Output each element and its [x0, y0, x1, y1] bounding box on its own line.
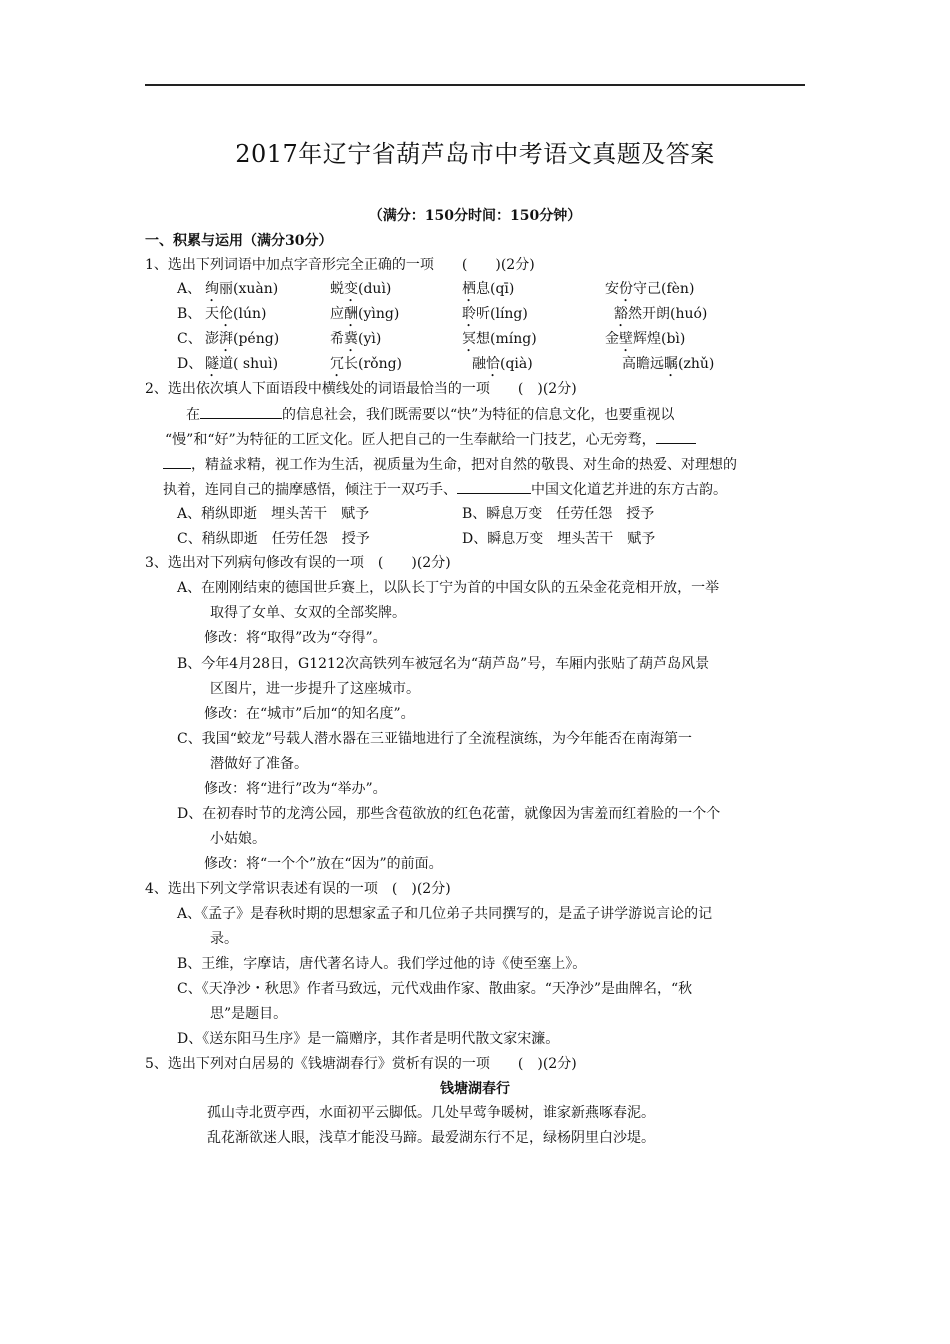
- poem-line-2: 乱花渐欲迷人眼，浅草才能没马蹄。最爱湖东行不足，绿杨阴里白沙堤。: [207, 1130, 655, 1146]
- section-heading: 一、积累与运用（满分30分）: [145, 233, 333, 249]
- fill-blank: [163, 454, 191, 469]
- revision-b: 修改：在“城市”后加“的知名度”。: [204, 706, 415, 722]
- question-2-stem: 2、选出依次填人下面语段中横线处的词语最恰当的一项 ( )(2分): [145, 381, 577, 397]
- word-item: 聆听(líng): [462, 306, 528, 322]
- option-d-continued: 小姑娘。: [210, 831, 266, 847]
- option-d: D、瞬息万变 埋头苦干 赋予: [462, 531, 656, 547]
- option-label: D、: [177, 356, 203, 372]
- option-label: A、: [177, 281, 202, 297]
- fill-blank: [200, 404, 282, 419]
- passage-line: 在 的信息社会，我们既需要以“快”为特征的信息文化，也要重视以: [186, 404, 674, 424]
- word-item: 冗长(rǒng): [330, 356, 403, 372]
- word-item: 绚丽(xuàn): [205, 281, 279, 297]
- option-c: C、我国“蛟龙”号载人潜水器在三亚锚地进行了全流程演练，为今年能否在南海第一: [177, 731, 693, 747]
- option-b-continued: 区图片，进一步提升了这座城市。: [210, 681, 420, 697]
- word-item: 高瞻远瞩(zhǔ): [622, 356, 715, 372]
- word-item: 应酬(yìng): [330, 306, 400, 322]
- word-item: 希冀(yì): [330, 331, 382, 347]
- exam-subtitle: （满分：150分时间：150分钟）: [368, 208, 582, 224]
- question-1-stem: 1、选出下列词语中加点字音形完全正确的一项 ( )(2分): [145, 257, 535, 273]
- option-a-continued: 取得了女单、女双的全部奖牌。: [210, 605, 406, 621]
- word-item: 隧道( shuì): [205, 356, 279, 372]
- word-item: 栖息(qī): [462, 281, 515, 297]
- word-item: 融恰(qià): [472, 356, 533, 372]
- passage-line: ，精益求精，视工作为生活，视质量为生命，把对自然的敬畏、对生命的热爱、对理想的: [163, 454, 737, 474]
- fill-blank: [457, 479, 531, 494]
- option-a: A、《孟子》是春秋时期的思想家孟子和几位弟子共同撰写的，是孟子讲学游说言论的记: [177, 906, 713, 922]
- option-d: D、《送东阳马生序》是一篇赠序，其作者是明代散文家宋濂。: [177, 1031, 560, 1047]
- header-rule: [145, 84, 805, 86]
- option-a: A、在刚刚结束的德国世乒赛上，以队长丁宁为首的中国女队的五朵金花竞相开放，一举: [177, 580, 720, 596]
- revision-d: 修改：将“一个个”放在“因为”的前面。: [204, 856, 443, 872]
- word-item: 豁然开朗(huó): [614, 306, 708, 322]
- word-item: 蜕变(duì): [330, 281, 392, 297]
- poem-title: 钱塘湖春行: [440, 1081, 510, 1097]
- option-c: C、《天净沙・秋思》作者马致远，元代戏曲作家、散曲家。“天净沙”是曲牌名，“秋: [177, 981, 693, 997]
- revision-a: 修改：将“取得”改为“夺得”。: [204, 630, 387, 646]
- option-b: B、瞬息万变 任劳任怨 授予: [462, 506, 655, 522]
- page-title: 2017年辽宁省葫芦岛市中考语文真题及答案: [235, 140, 715, 168]
- option-a: A、稍纵即逝 埋头苦干 赋予: [177, 506, 370, 522]
- word-item: 澎湃(péng): [205, 331, 280, 347]
- option-d: D、在初春时节的龙湾公园，那些含苞欲放的红色花蕾，就像因为害羞而红着脸的一个个: [177, 806, 721, 822]
- question-5-stem: 5、选出下列对白居易的《钱塘湖春行》赏析有误的一项 ( )(2分): [145, 1056, 577, 1072]
- option-c-continued: 思”是题目。: [210, 1006, 288, 1022]
- option-c-continued: 潜做好了准备。: [210, 756, 308, 772]
- word-item: 冥想(míng): [462, 331, 537, 347]
- word-item: 金壁辉煌(bì): [605, 331, 686, 347]
- option-label: C、: [177, 331, 202, 347]
- question-4-stem: 4、选出下列文学常识表述有误的一项 ( )(2分): [145, 881, 451, 897]
- option-a-continued: 录。: [210, 931, 238, 947]
- revision-c: 修改：将“进行”改为“举办”。: [204, 781, 387, 797]
- option-c: C、稍纵即逝 任劳任怨 授予: [177, 531, 370, 547]
- word-item: 天伦(lún): [205, 306, 267, 322]
- word-item: 安份守己(fèn): [605, 281, 695, 297]
- passage-line: “慢”和“好”为特征的工匠文化。匠人把自己的一生奉献给一门技艺，心无旁骛，: [165, 429, 696, 449]
- question-3-stem: 3、选出对下列病句修改有误的一项 ( )(2分): [145, 555, 451, 571]
- poem-line-1: 孤山寺北贾亭西，水面初平云脚低。几处早莺争暖树，谁家新燕啄春泥。: [207, 1105, 655, 1121]
- option-b: B、今年4月28日，G1212次高铁列车被冠名为“葫芦岛”号，车厢内张贴了葫芦岛风景: [177, 656, 710, 672]
- option-b: B、王维，字摩诘，唐代著名诗人。我们学过他的诗《使至塞上》。: [177, 956, 587, 972]
- fill-blank: [656, 429, 696, 444]
- option-label: B、: [177, 306, 202, 322]
- passage-line: 执着，连同自己的揣摩感悟，倾注于一双巧手、 中国文化道艺并进的东方古韵。: [163, 479, 727, 499]
